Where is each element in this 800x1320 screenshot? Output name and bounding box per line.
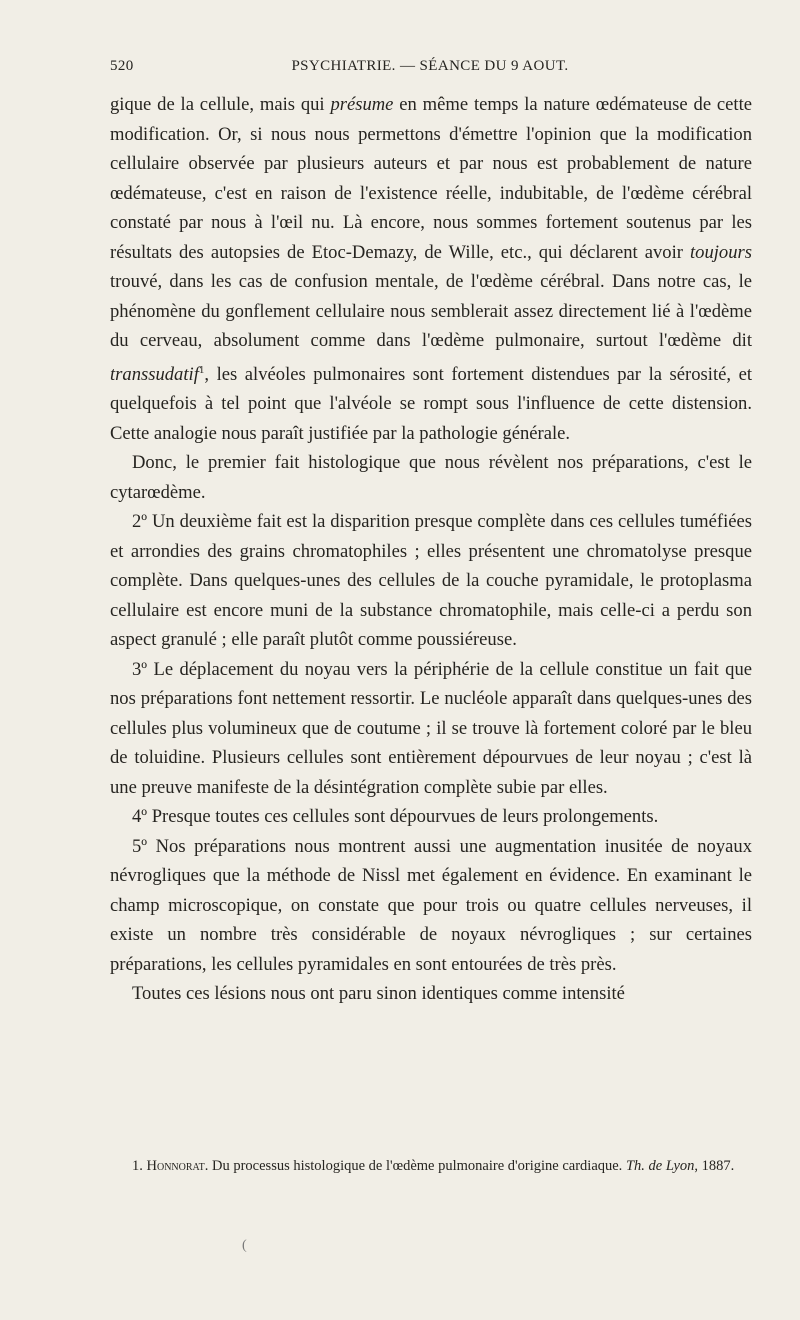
paragraph-7: Toutes ces lésions nous ont paru sinon identiques comme intensité bbox=[132, 983, 625, 1005]
paragraph-6: 5º Nos préparations nous montrent aussi une augmentation inusitée de noyaux névrogliques que la méthode de Nissl met également en évidence. En examinant le champ microscopique, on constate que pour trois ou quatre cellules nerveuses, il existe un nombre très considérable de noyaux névrogliques ; sur certaines préparations, les cellules pyramidales en sont entourées de très près. bbox=[110, 835, 752, 975]
running-head bbox=[110, 58, 750, 82]
stray-mark: ( bbox=[242, 1238, 247, 1253]
footnotes bbox=[110, 1157, 752, 1176]
paragraph-5: 4º Presque toutes ces cellules sont dépourvues de leurs prolongements. bbox=[132, 806, 659, 828]
paragraph-1: gique de la cellule, mais qui présume en même temps la nature œdémateuse de cette modification. Or, si nous nous permettons d'émettre l'opinion que la modification cellulaire observée par plusieurs auteurs et par nous est probablement de nature œdémateuse, c'est en raison de l'existence réelle, indubitable, de l'œdème cérébral constaté par nous à l'œil nu. Là encore, nous sommes fortement soutenus par les résultats des autopsies de Etoc-Demazy, de Wille, etc., qui déclarent avoir toujours trouvé, dans les cas de confusion mentale, de l'œdème cérébral. Dans notre cas, le phénomène du gonflement cellulaire nous semblerait assez directement lié à l'œdème du cerveau, absolument comme dans l'œdème pulmonaire, surtout l'œdème dit transsudatif$^1$, les alvéoles pulmonaires sont fortement distendues par la sérosité, et quelquefois à tel point que l'alvéole se rompt sous l'influence de cette distension. Cette analogie nous paraît justifiée par la pathologie générale. bbox=[110, 94, 753, 444]
paragraph-2: Donc, le premier fait histologique que nous révèlent nos préparations, c'est le cytarœdème. bbox=[110, 452, 752, 503]
footnote-1: 1. Honnorat. Du processus histologique de l'œdème pulmonaire d'origine cardiaque. Th. de Lyon, 1887. bbox=[132, 1158, 735, 1174]
running-title: PSYCHIATRIE. — SÉANCE DU 9 AOUT. bbox=[291, 58, 569, 74]
paragraph-4: 3º Le déplacement du noyau vers la périphérie de la cellule constitue un fait que nos préparations font nettement ressortir. Le nucléole apparaît dans quelques-unes des cellules plus volumineux que de coutume ; il se trouve là fortement coloré par le bleu de toluidine. Plusieurs cellules sont entièrement dépourvues de leur noyau ; c'est là une preuve manifeste de la désintégration complète subie par elles. bbox=[110, 658, 752, 798]
paragraph-3: 2º Un deuxième fait est la disparition presque complète dans ces cellules tuméfiées et arrondies des grains chromatophiles ; elles présentent une chromatolyse presque complète. Dans quelques-unes des cellules de la couche pyramidale, le protoplasma cellulaire est encore muni de la substance chromatophile, mais celle-ci a perdu son aspect granulé ; elle paraît plutôt comme poussiéreuse. bbox=[110, 511, 752, 651]
page-number: 520 bbox=[110, 58, 134, 74]
body-text bbox=[110, 90, 752, 1009]
